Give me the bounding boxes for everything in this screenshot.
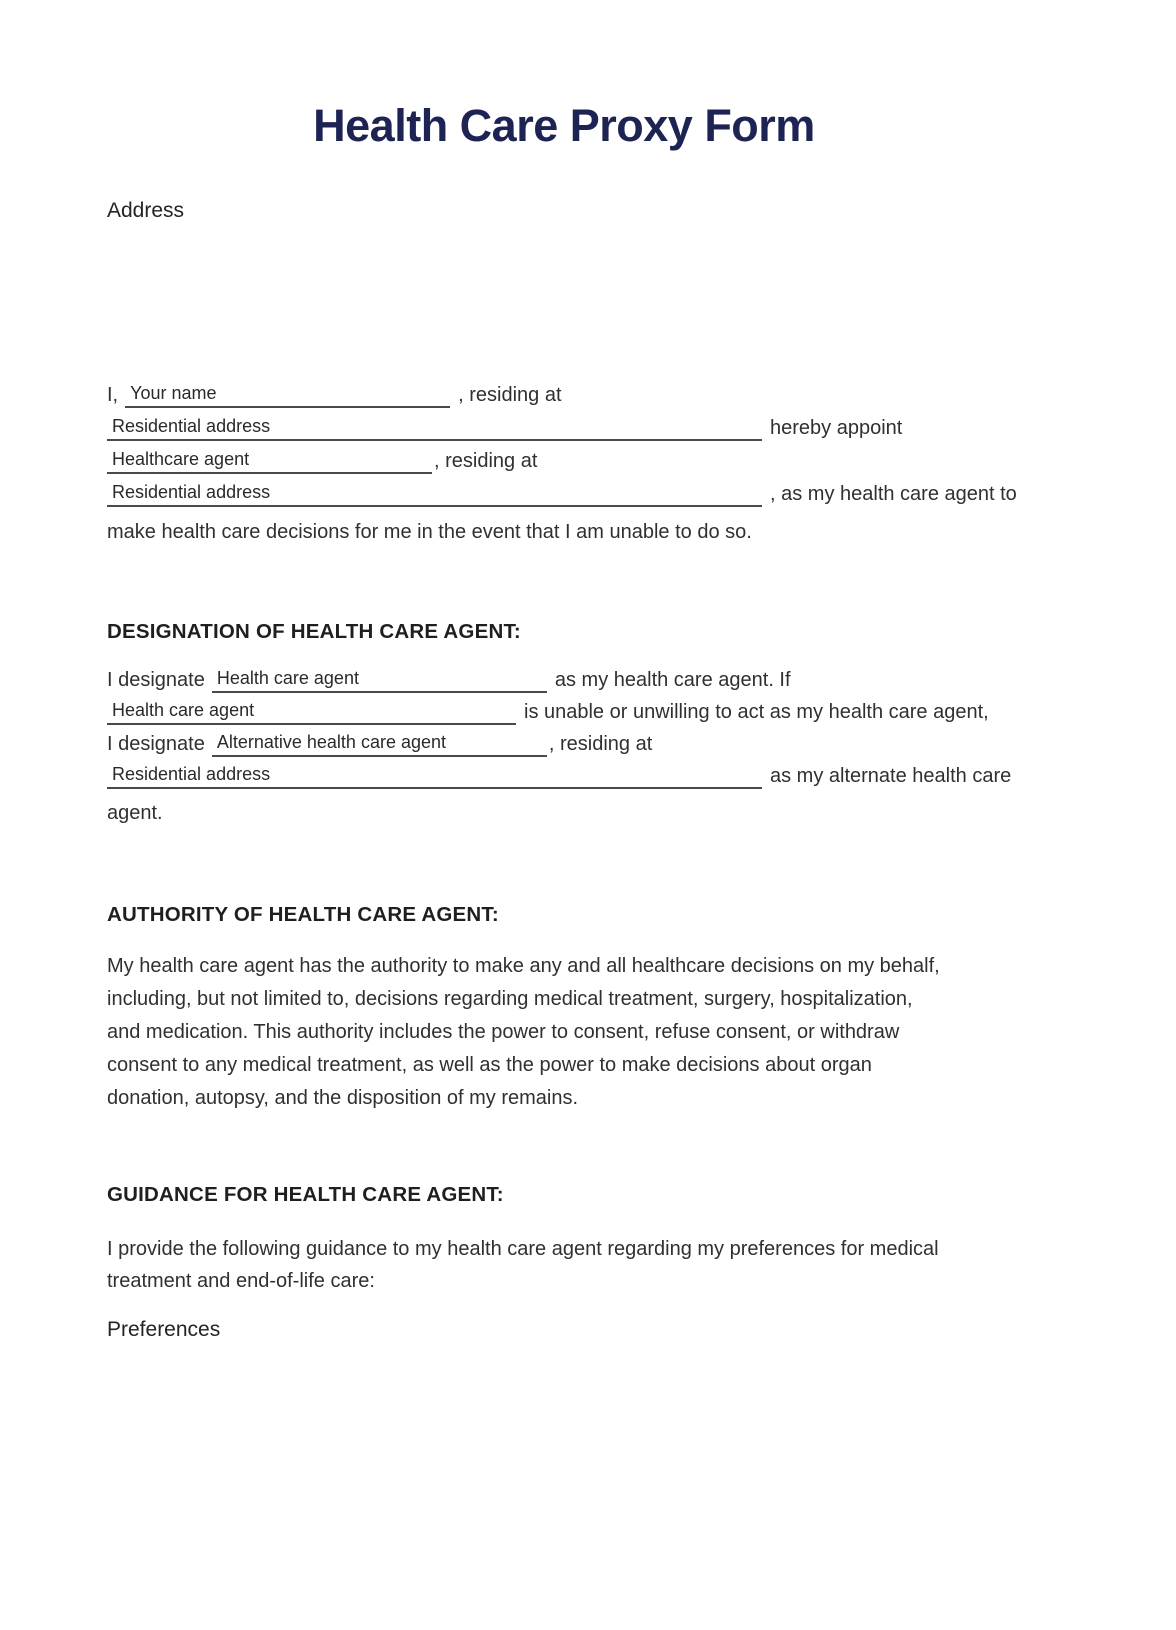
residential-address-field-1[interactable] <box>107 417 762 441</box>
designation-line-1-pre: I designate <box>107 669 205 691</box>
intro-line-1 <box>107 384 1090 417</box>
healthcare-agent-field[interactable] <box>107 450 432 474</box>
residential-address-field-3[interactable] <box>107 765 762 789</box>
guidance-line: treatment and end-of-life care: <box>107 1270 375 1292</box>
intro-line-1-post: , residing at <box>458 384 562 406</box>
designation-line-2-post: is unable or unwilling to act as my health care agent, <box>524 701 989 723</box>
designation-line-3-pre: I designate <box>107 733 205 755</box>
intro-line-2-post: hereby appoint <box>770 417 903 439</box>
health-care-agent-field-2-label: Health care agent <box>112 700 255 720</box>
your-name-field-label: Your name <box>130 383 217 403</box>
intro-paragraph <box>107 384 1090 549</box>
alternative-health-care-agent-field-label: Alternative health care agent <box>216 732 447 752</box>
intro-line-1-pre: I, <box>107 384 119 406</box>
authority-line: and medication. This authority includes the power to consent, refuse consent, or withdraw <box>107 1021 900 1043</box>
designation-paragraph <box>107 669 1090 830</box>
residential-address-field-1-label: Residential address <box>112 416 271 436</box>
authority-heading: AUTHORITY OF HEALTH CARE AGENT: <box>107 903 499 926</box>
your-name-field[interactable] <box>125 384 450 408</box>
designation-heading: DESIGNATION OF HEALTH CARE AGENT: <box>107 620 521 643</box>
designation-line-5: agent. <box>107 802 163 824</box>
authority-line: including, but not limited to, decisions regarding medical treatment, surgery, hospitalization, <box>107 988 913 1010</box>
health-care-agent-field-2[interactable] <box>107 701 516 725</box>
health-care-agent-field-1[interactable] <box>212 669 547 693</box>
page-title: Health Care Proxy Form <box>313 100 815 151</box>
authority-line: My health care agent has the authority to make any and all healthcare decisions on my behalf, <box>107 955 940 977</box>
authority-paragraph <box>107 950 1017 1115</box>
intro-line-5: make health care decisions for me in the event that I am unable to do so. <box>107 521 752 543</box>
title-wrap <box>107 0 1021 152</box>
intro-line-4-post: , as my health care agent to <box>770 483 1017 505</box>
preferences-label: Preferences <box>107 1318 221 1341</box>
designation-line-4 <box>107 765 1090 797</box>
intro-line-3-post: , residing at <box>434 450 538 472</box>
health-care-agent-field-1-label: Health care agent <box>216 668 359 688</box>
designation-line-1 <box>107 669 1090 701</box>
intro-line-4 <box>107 483 1090 516</box>
authority-line: consent to any medical treatment, as well as the power to make decisions about organ <box>107 1054 872 1076</box>
designation-line-4-post: as my alternate health care <box>770 765 1012 787</box>
designation-line-3-post: , residing at <box>548 733 653 755</box>
designation-line-2 <box>107 701 1090 733</box>
guidance-line: I provide the following guidance to my health care agent regarding my preferences for medical <box>107 1238 939 1260</box>
guidance-heading: GUIDANCE FOR HEALTH CARE AGENT: <box>107 1183 504 1206</box>
residential-address-field-2-label: Residential address <box>112 482 271 502</box>
intro-line-2 <box>107 417 1090 450</box>
designation-line-3 <box>107 733 1090 765</box>
healthcare-agent-field-label: Healthcare agent <box>112 449 250 469</box>
residential-address-field-3-label: Residential address <box>112 764 271 784</box>
intro-line-3 <box>107 450 1090 483</box>
guidance-paragraph <box>107 1233 1017 1297</box>
address-input-area[interactable] <box>107 224 1012 376</box>
preferences-input-area[interactable] <box>107 1343 1012 1613</box>
authority-line: donation, autopsy, and the disposition of my remains. <box>107 1087 579 1109</box>
alternative-health-care-agent-field[interactable] <box>212 733 547 757</box>
address-label: Address <box>107 199 185 222</box>
residential-address-field-2[interactable] <box>107 483 762 507</box>
designation-line-1-post: as my health care agent. If <box>554 669 791 691</box>
